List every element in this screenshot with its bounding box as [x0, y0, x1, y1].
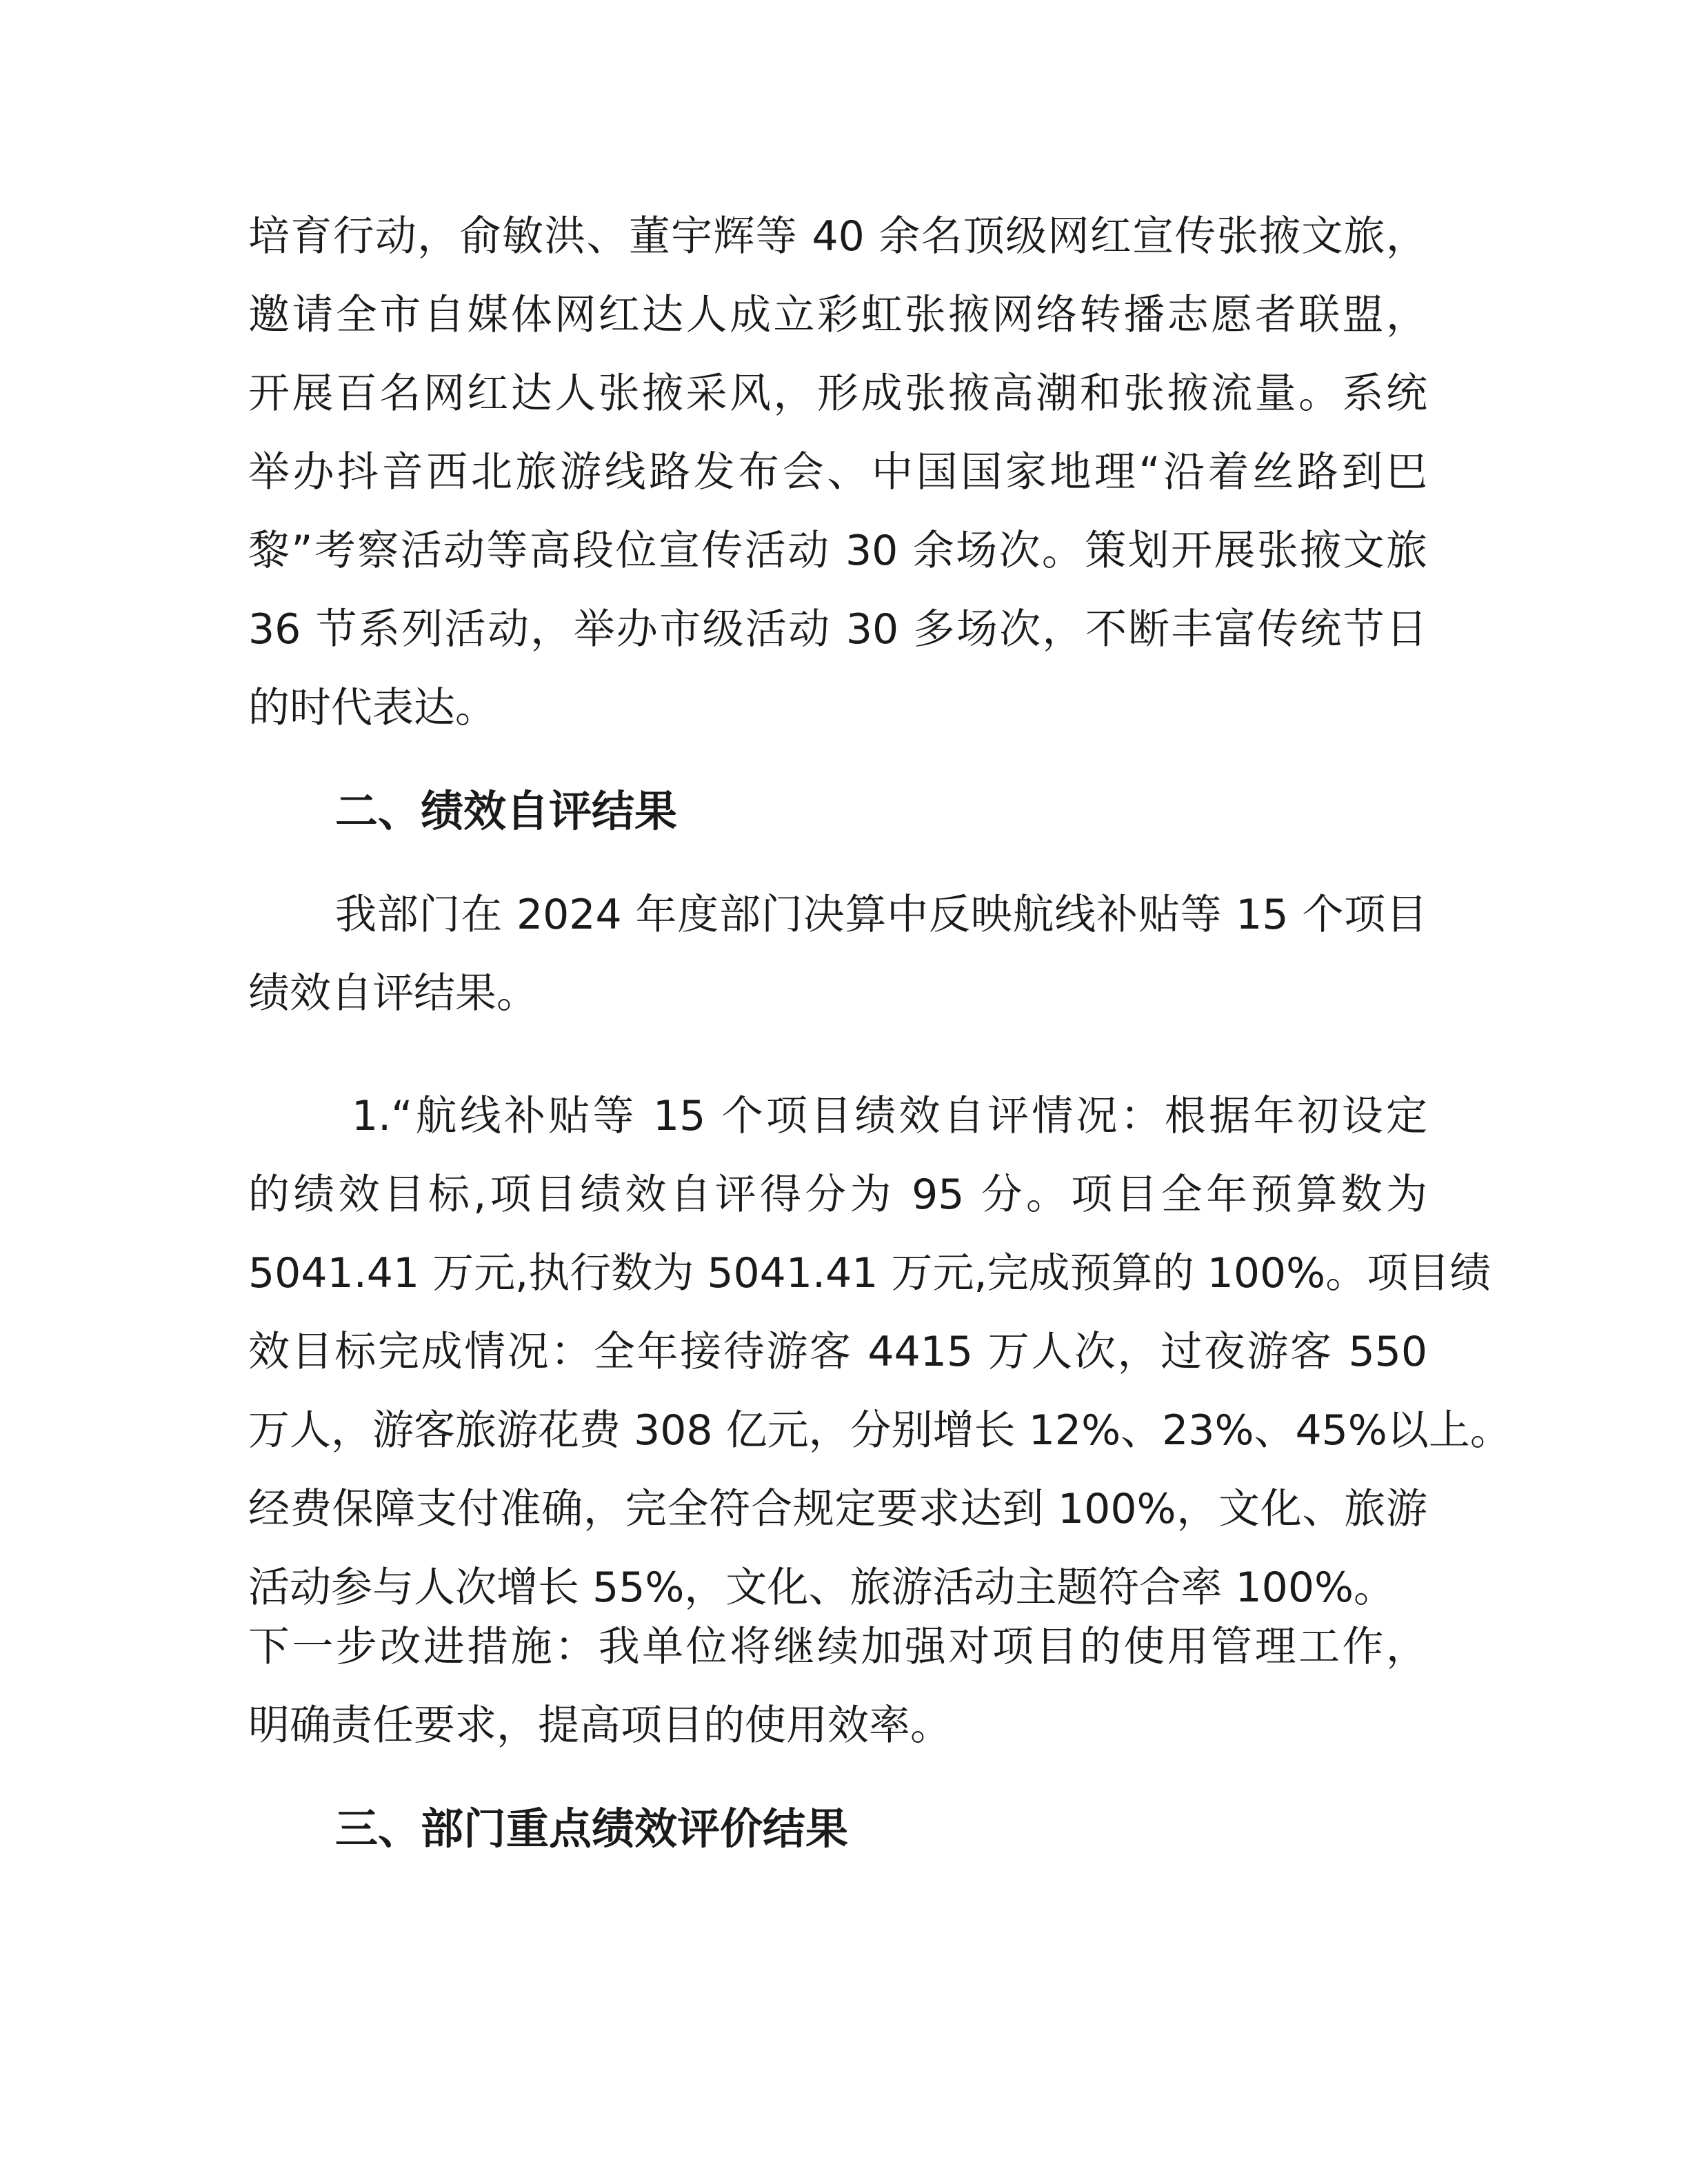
- paragraph-line: 的时代表达。: [248, 684, 496, 732]
- paragraph-line: 经费保障支付准确，完全符合规定要求达到 100%，文化、旅游: [248, 1485, 1427, 1533]
- paragraph-line: 邀请全市自媒体网红达人成立彩虹张掖网络转播志愿者联盟，: [248, 291, 1427, 339]
- intro-paragraph: [248, 207, 1427, 738]
- paragraph-line: 黎”考察活动等高段位宣传活动 30 余场次。策划开展张掖文旅: [248, 527, 1427, 575]
- paragraph-line: 绩效自评结果。: [248, 969, 538, 1018]
- paragraph-line: 活动参与人次增长 55%，文化、旅游活动主题符合率 100%。: [248, 1564, 1396, 1612]
- paragraph-line: 5041.41 万元,执行数为 5041.41 万元,完成预算的 100%。项目绩: [248, 1249, 1491, 1297]
- section-summary: [248, 885, 1427, 1023]
- section-heading: 三、部门重点绩效评价结果: [335, 1803, 849, 1854]
- paragraph-line: 明确责任要求，提高项目的使用效率。: [248, 1701, 952, 1750]
- item-1-paragraph: [248, 1086, 1511, 1755]
- paragraph-line: 下一步改进措施：我单位将继续加强对项目的使用管理工作，: [248, 1623, 1427, 1671]
- section-heading: 二、绩效自评结果: [335, 786, 678, 836]
- paragraph-line: 举办抖音西北旅游线路发布会、中国国家地理“沿着丝路到巴: [248, 448, 1427, 496]
- document-page: [248, 207, 1511, 1859]
- paragraph-line: 的绩效目标,项目绩效自评得分为 95 分。项目全年预算数为: [248, 1171, 1427, 1219]
- paragraph-line: 培育行动，俞敏洪、董宇辉等 40 余名顶级网红宣传张掖文旅，: [248, 212, 1427, 261]
- paragraph-line: 开展百名网红达人张掖采风，形成张掖高潮和张掖流量。系统: [248, 370, 1427, 418]
- paragraph-line: 36 节系列活动，举办市级活动 30 多场次，不断丰富传统节日: [248, 605, 1427, 654]
- paragraph-line: 万人，游客旅游花费 308 亿元，分别增长 12%、23%、45%以上。: [248, 1406, 1511, 1455]
- paragraph-line: 1.“航线补贴等 15 个项目绩效自评情况：根据年初设定: [352, 1092, 1427, 1140]
- paragraph-line: 效目标完成情况：全年接待游客 4415 万人次，过夜游客 550: [248, 1328, 1427, 1376]
- paragraph-line: 我部门在 2024 年度部门决算中反映航线补贴等 15 个项目: [335, 891, 1427, 939]
